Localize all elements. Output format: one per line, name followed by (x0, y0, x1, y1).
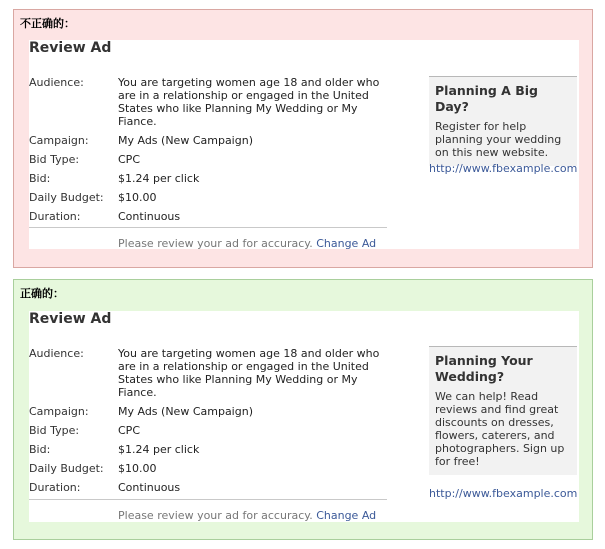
review-ad-card (29, 40, 579, 249)
ad-preview-url[interactable]: http://www.fbexample.com (429, 162, 578, 175)
audience-value: You are targeting women age 18 and older who are in a relationship or engaged in the United States who like Planning My Wedding or My Fiance. (118, 347, 380, 399)
incorrect-example-panel (13, 9, 593, 268)
correct-label: 正确的： (20, 287, 64, 300)
divider (29, 499, 387, 500)
duration-value: Continuous (118, 210, 181, 223)
bid-label: Bid: (29, 443, 51, 456)
correct-example-panel (13, 279, 593, 540)
review-note-text: Please review your ad for accuracy. (118, 509, 317, 522)
ad-preview[interactable] (429, 346, 577, 475)
audience-label: Audience: (29, 76, 84, 89)
bid-type-value: CPC (118, 424, 140, 437)
campaign-label: Campaign: (29, 405, 89, 418)
review-ad-title: Review Ad (29, 311, 112, 327)
change-ad-link[interactable]: Change Ad (316, 237, 377, 250)
bid-type-label: Bid Type: (29, 153, 80, 166)
duration-label: Duration: (29, 210, 81, 223)
ad-preview[interactable] (429, 76, 577, 166)
bid-type-label: Bid Type: (29, 424, 80, 437)
change-ad-link[interactable]: Change Ad (316, 509, 377, 522)
bid-value: $1.24 per click (118, 443, 200, 456)
review-note (118, 509, 376, 522)
review-note-text: Please review your ad for accuracy. (118, 237, 317, 250)
daily-budget-value: $10.00 (118, 191, 157, 204)
campaign-label: Campaign: (29, 134, 89, 147)
audience-label: Audience: (29, 347, 84, 360)
duration-label: Duration: (29, 481, 81, 494)
bid-label: Bid: (29, 172, 51, 185)
divider (29, 227, 387, 228)
daily-budget-value: $10.00 (118, 462, 157, 475)
bid-type-value: CPC (118, 153, 140, 166)
campaign-value: My Ads (New Campaign) (118, 134, 253, 147)
review-ad-card (29, 311, 579, 522)
duration-value: Continuous (118, 481, 181, 494)
ad-preview-body: Register for help planning your wedding on this new website. (435, 120, 562, 159)
review-note (118, 237, 376, 250)
bid-value: $1.24 per click (118, 172, 200, 185)
ad-preview-title: Planning A Big Day? (435, 83, 538, 114)
daily-budget-label: Daily Budget: (29, 462, 104, 475)
review-ad-title: Review Ad (29, 40, 112, 56)
daily-budget-label: Daily Budget: (29, 191, 104, 204)
audience-value: You are targeting women age 18 and older who are in a relationship or engaged in the United States who like Planning My Wedding or My Fiance. (118, 76, 380, 128)
ad-preview-title: Planning Your Wedding? (435, 353, 533, 384)
incorrect-label: 不正确的： (20, 17, 75, 30)
ad-preview-body: We can help! Read reviews and find great discounts on dresses, flowers, caterers, and photographers. Sign up for free! (435, 390, 565, 468)
ad-preview-url[interactable]: http://www.fbexample.com (429, 487, 578, 500)
campaign-value: My Ads (New Campaign) (118, 405, 253, 418)
